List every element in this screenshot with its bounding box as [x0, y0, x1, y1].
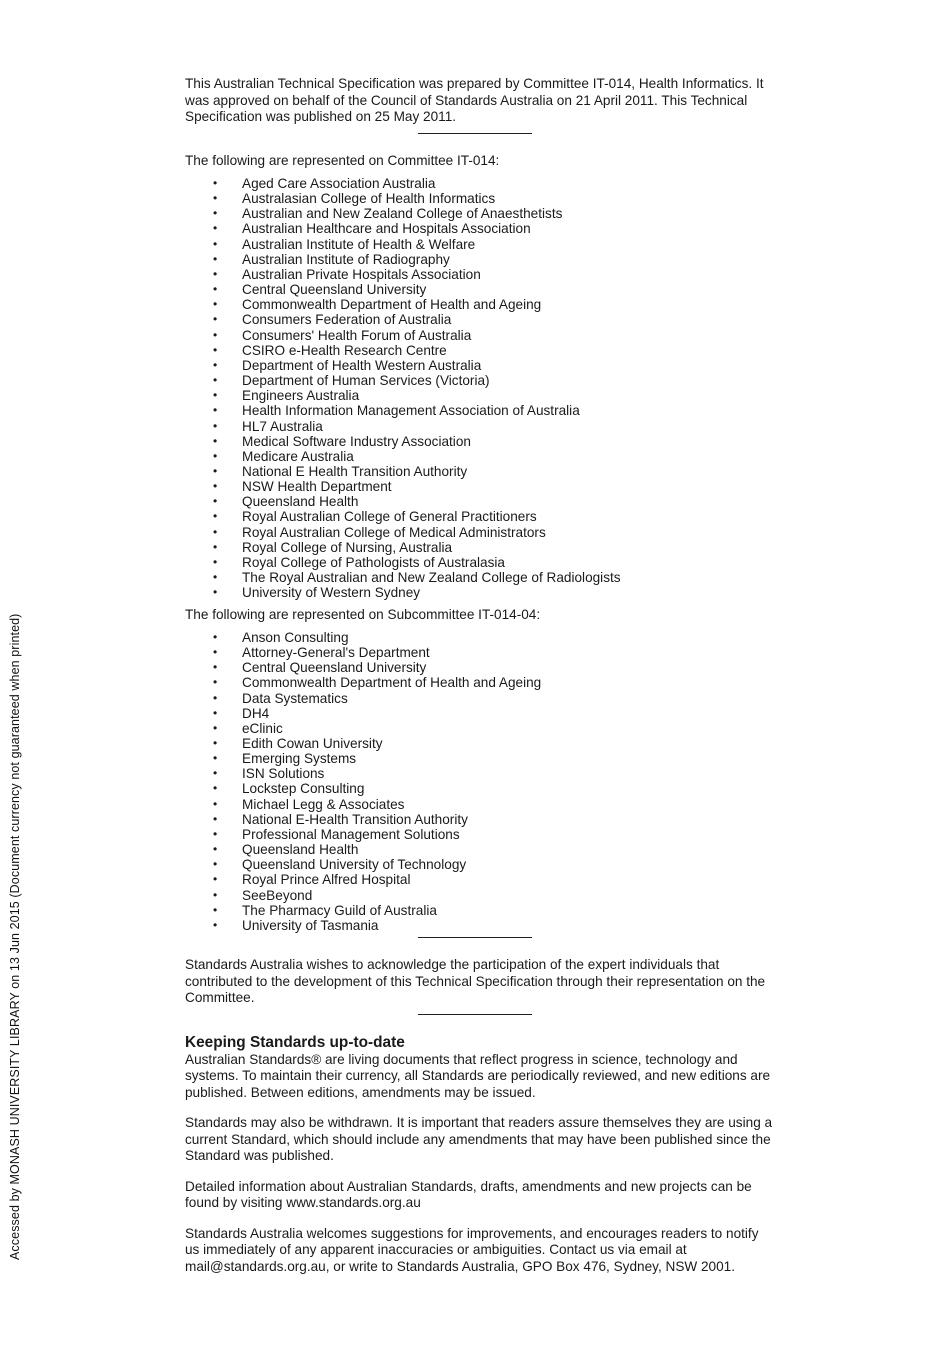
list-item: • The Pharmacy Guild of Australia: [185, 903, 775, 918]
list-item: • Queensland Health: [185, 494, 775, 509]
keeping-paragraph-4: Standards Australia welcomes suggestions for improvements, and encourages readers to notify us immediately of any apparent inaccuracies or ambiguities. Contact us via email at mail@standards.org.au, or write to Standards Australia, GPO Box 476, Sydney, NSW 2001.: [185, 1225, 759, 1274]
list-item: • Emerging Systems: [185, 751, 775, 766]
list-item: • CSIRO e-Health Research Centre: [185, 343, 775, 358]
committee-heading: The following are represented on Committee IT-014:: [185, 152, 500, 168]
list-item: • HL7 Australia: [185, 419, 775, 434]
list-item: • Medicare Australia: [185, 449, 775, 464]
section-divider: [418, 937, 532, 938]
list-item: • Australian Private Hospitals Association: [185, 267, 775, 282]
list-item: • Australian and New Zealand College of Anaesthetists: [185, 206, 775, 221]
acknowledgement-paragraph: Standards Australia wishes to acknowledge the participation of the expert individuals that contributed to the development of this Technical Specification through their representation on the Committee.: [185, 957, 766, 1005]
committee-members-list: [185, 176, 775, 600]
list-item: • Royal College of Nursing, Australia: [185, 540, 775, 555]
list-item: • Engineers Australia: [185, 388, 775, 403]
list-item: • Australasian College of Health Informatics: [185, 191, 775, 206]
keeping-standards-heading: Keeping Standards up-to-date: [185, 1033, 405, 1051]
list-item: • Commonwealth Department of Health and Ageing: [185, 297, 775, 312]
list-item: • Anson Consulting: [185, 630, 775, 645]
list-item: • Royal College of Pathologists of Australasia: [185, 555, 775, 570]
list-item: • National E Health Transition Authority: [185, 464, 775, 479]
list-item: • Royal Australian College of General Practitioners: [185, 509, 775, 524]
list-item: • Health Information Management Association of Australia: [185, 403, 775, 418]
list-item: • Royal Australian College of Medical Administrators: [185, 525, 775, 540]
list-item: • University of Tasmania: [185, 918, 775, 933]
keeping-paragraph-2: Standards may also be withdrawn. It is important that readers assure themselves they are using a current Standard, which should include any amendments that may have been published since the Standard was published.: [185, 1115, 773, 1163]
subcommittee-members-list: [185, 630, 775, 933]
list-item: • Michael Legg & Associates: [185, 797, 775, 812]
list-item: • Medical Software Industry Association: [185, 434, 775, 449]
list-item: • Queensland Health: [185, 842, 775, 857]
list-item: • DH4: [185, 706, 775, 721]
list-item: • SeeBeyond: [185, 888, 775, 903]
list-item: • Consumers' Health Forum of Australia: [185, 328, 775, 343]
list-item: • Department of Health Western Australia: [185, 358, 775, 373]
list-item: • Aged Care Association Australia: [185, 176, 775, 191]
list-item: • Royal Prince Alfred Hospital: [185, 872, 775, 887]
list-item: • Edith Cowan University: [185, 736, 775, 751]
list-item: • University of Western Sydney: [185, 585, 775, 600]
list-item: • Central Queensland University: [185, 660, 775, 675]
list-item: • Lockstep Consulting: [185, 781, 775, 796]
list-item: • Australian Institute of Health & Welfare: [185, 237, 775, 252]
list-item: • ISN Solutions: [185, 766, 775, 781]
access-watermark-note: Accessed by MONASH UNIVERSITY LIBRARY on 13 Jun 2015 (Document currency not guaranteed when printed): [8, 613, 22, 1260]
list-item: • Australian Institute of Radiography: [185, 252, 775, 267]
list-item: • Queensland University of Technology: [185, 857, 775, 872]
list-item: • Attorney-General's Department: [185, 645, 775, 660]
list-item: • Department of Human Services (Victoria): [185, 373, 775, 388]
intro-paragraph: This Australian Technical Specification was prepared by Committee IT-014, Health Informatics. It was approved on behalf of the Council of Standards Australia on 21 April 2011. This Technical Specification was published on 25 May 2011.: [185, 76, 764, 124]
document-body: [185, 76, 775, 1275]
subcommittee-heading: The following are represented on Subcommittee IT-014-04:: [185, 607, 541, 623]
list-item: • National E-Health Transition Authority: [185, 812, 775, 827]
section-divider: [418, 133, 532, 134]
list-item: • Consumers Federation of Australia: [185, 312, 775, 327]
keeping-paragraph-1: Australian Standards® are living documents that reflect progress in science, technology and systems. To maintain their currency, all Standards are periodically reviewed, and new editions are published. Between editions, amendments may be issued.: [185, 1051, 771, 1100]
list-item: • Data Systematics: [185, 691, 775, 706]
list-item: • The Royal Australian and New Zealand College of Radiologists: [185, 570, 775, 585]
keeping-paragraph-3: Detailed information about Australian Standards, drafts, amendments and new projects can be found by visiting www.standards.org.au: [185, 1178, 752, 1210]
list-item: • Professional Management Solutions: [185, 827, 775, 842]
section-divider: [418, 1014, 532, 1015]
list-item: • Australian Healthcare and Hospitals Association: [185, 221, 775, 236]
list-item: • eClinic: [185, 721, 775, 736]
list-item: • Commonwealth Department of Health and Ageing: [185, 675, 775, 690]
list-item: • Central Queensland University: [185, 282, 775, 297]
list-item: • NSW Health Department: [185, 479, 775, 494]
